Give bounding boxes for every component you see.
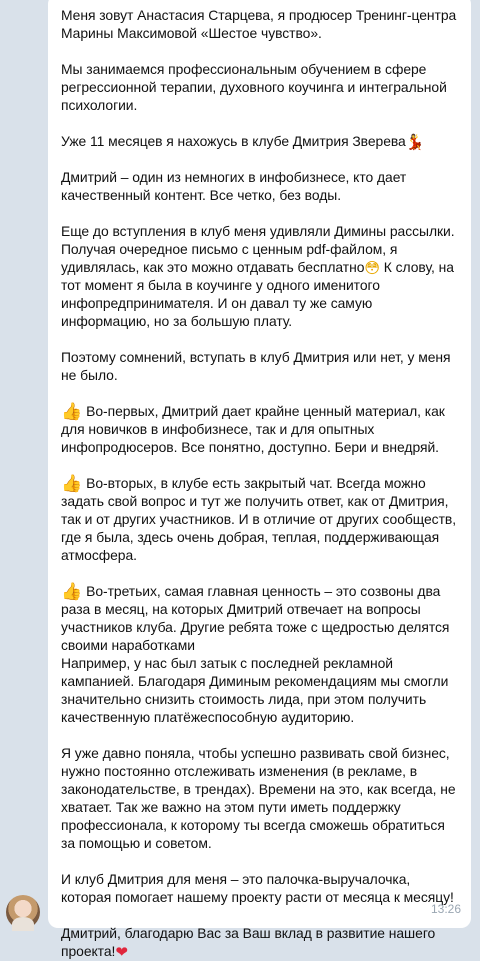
paragraph-example: Например, у нас был затык с последней рекламной кампанией. Благодаря Диминым рекомендациям мы смогли значительно снизить стоимость лида, при этом получить качественную платёжеспособную аудиторию. <box>61 655 449 725</box>
sender-avatar[interactable] <box>6 895 40 929</box>
paragraph-no-doubts: Поэтому сомнений, вступать в клуб Дмитрия или нет, у меня не было. <box>61 349 451 383</box>
paragraph-newsletters-rest: К слову, на тот момент я была в коучинге у одного именитого инфопредпринимателя. И он давал ту же самую информацию, но за большую плату. <box>61 259 454 329</box>
paragraph-second-text: Во-вторых, в клубе есть закрытый чат. Всегда можно задать свой вопрос и тут же получить ответ, как от Дмитрия, так и от других участников. И в отличие от других сообществ, где я была, здесь очень добрая, теплая, поддерживающая атмосфера. <box>61 475 457 563</box>
paragraph-third-text: Во-третьих, самая главная ценность – это созвоны два раза в месяц, на которых Дмитрий отвечает на вопросы участников клуба. Другие ребята тоже с щедростью делятся своими наработками <box>61 583 450 653</box>
paragraph-newsletters-text: Еще до вступления в клуб меня удивляли Димины рассылки. Получая очередное письмо с ценным pdf-файлом, я удивлялась, как это можно отдавать бесплатно <box>61 223 455 275</box>
paragraph-business: Я уже давно поняла, чтобы успешно развивать свой бизнес, нужно постоянно отслеживать изменения (в рекламе, в законодательстве, в трендах). Времени на это, как всегда, не хватает. Так же важно на этом пути иметь поддержку профессионала, к которому ты всегда сможешь обратиться за помощью и советом. <box>61 745 456 851</box>
paragraph-first-text: Во-первых, Дмитрий дает крайне ценный материал, как для новичков в инфобизнесе, так и для опытных инфопродюсеров. Все понятно, доступно. Бери и внедряй. <box>61 403 445 455</box>
paragraph-thanks <box>61 924 457 960</box>
thumbs-up-icon: 👍 <box>61 474 83 494</box>
message-timestamp: 13:26 <box>430 902 461 916</box>
thumbs-up-icon: 👍 <box>61 582 83 602</box>
paragraph-club-months-text: Уже 11 месяцев я нахожусь в клубе Дмитрия Зверева <box>61 133 406 149</box>
paragraph-intro: Меня зовут Анастасия Старцева, я продюсер Тренинг-центра Марины Максимовой «Шестое чувство». <box>61 7 457 41</box>
message-bubble[interactable] <box>48 0 471 961</box>
paragraph-club-months <box>61 132 457 150</box>
paragraph-quality: Дмитрий – один из немногих в инфобизнесе, кто дает качественный контент. Все четко, без воды. <box>61 169 407 203</box>
message-text <box>61 6 457 960</box>
heart-emoji-icon: ❤ <box>115 943 128 961</box>
thumbs-up-icon: 👍 <box>61 402 83 422</box>
paragraph-second <box>61 474 457 564</box>
paragraph-first <box>61 402 457 456</box>
paragraph-newsletters <box>61 222 457 330</box>
paragraph-club-helper: И клуб Дмитрия для меня – это палочка-выручалочка, которая помогает нашему проекту расти от месяца к месяцу! <box>61 871 454 905</box>
dancer-emoji-icon: 💃 <box>405 133 425 151</box>
paragraph-thanks-text: Дмитрий, благодарю Вас за Ваш вклад в развитие нашего проекта! <box>61 925 436 959</box>
paragraph-third <box>61 582 457 654</box>
flushed-emoji-icon: 😳 <box>364 259 380 277</box>
paragraph-activity: Мы занимаемся профессиональным обучением в сфере регрессионной терапии, духовного коучинга и интегральной психологии. <box>61 61 447 113</box>
